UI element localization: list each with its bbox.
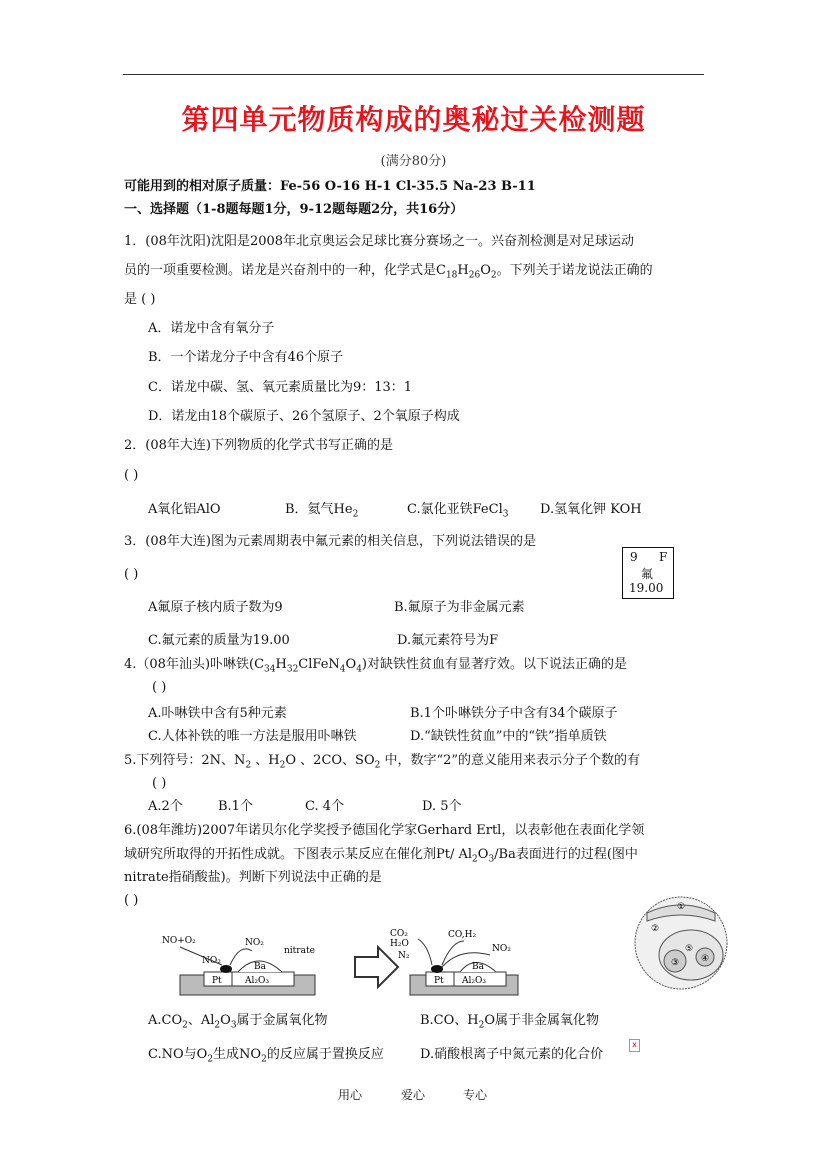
q3-option-b: B.氟原子为非金属元素 <box>394 600 525 615</box>
q6-option-b: B.CO、$H_2O$属于非金属氧化物 <box>420 1013 600 1031</box>
q3-line1: 3．(08年大连)图为元素周期表中氟元素的相关信息，下列说法错误的是 <box>124 534 536 549</box>
q5-paren: ( ) <box>152 776 167 791</box>
q1-line3: 是 ( ) <box>124 292 156 307</box>
q6-option-a: $A.CO_2$、$Al_2O_3$属于金属氧化物 <box>148 1013 328 1031</box>
q2-option-b: B．氦气$He_2$ <box>285 502 359 520</box>
q6-paren: ( ) <box>124 893 139 908</box>
left-al2o3-label: Al₂O₃ <box>245 976 269 986</box>
page-subtitle: (满分80分) <box>380 154 447 169</box>
circle-label-5: ⑤ <box>685 944 694 954</box>
reaction-diagram <box>160 925 520 1001</box>
circle-label-1: ① <box>677 902 686 912</box>
left-pt-particle <box>220 965 232 973</box>
left-no2-b: NO₂ <box>245 938 264 948</box>
q1-line2: 员的一项重要检测。诺龙是兴奋剂中的一种，化学式是$C_{18}H_{26}O_2$。下列关于诺龙说法正确的 <box>124 263 653 281</box>
q1-option-c: C．诺龙中碳、氢、氧元素质量比为9：13：1 <box>148 380 413 395</box>
q6-line2: 域研究所取得的开拓性成就。下图表示某反应在催化剂Pt/ $Al_2O_3/Ba$表面进行的过程(图中 <box>124 847 638 865</box>
q3-option-c: C.氟元素的质量为19.00 <box>148 633 290 648</box>
q6-line1: 6.(08年潍坊)2007年诺贝尔化学奖授予德国化学家Gerhard Ertl，以表彰他在表面化学领 <box>124 823 645 838</box>
q2-option-a: A氧化铝AlO <box>148 502 221 517</box>
footer-text-1: 用心 <box>338 1088 363 1102</box>
q6-option-d: D.硝酸根离子中氮元素的化合价 <box>420 1047 604 1062</box>
left-no-o2: NO+O₂ <box>162 936 196 946</box>
q4-option-b: B.1个卟啉铁分子中含有34个碳原子 <box>410 706 618 721</box>
circle-label-4: ④ <box>701 954 710 964</box>
right-co2: CO₂ <box>390 929 408 939</box>
left-nitrate: nitrate <box>284 946 315 956</box>
left-ba-label: Ba <box>254 962 266 972</box>
q5-option-a: A.2个 <box>148 799 183 814</box>
q5-line1: 5.下列符号：2N、$N_2$ 、$H_2O$ 、2CO、$SO_2$ 中，数字“2”的意义能用来表示分子个数的有 <box>124 753 641 771</box>
q1-line1: 1．(08年沈阳)沈阳是2008年北京奥运会足球比赛分赛场之一。兴奋剂检测是对足球运动 <box>124 234 635 249</box>
q2-line1: 2．(08年大连)下列物质的化学式书写正确的是 <box>124 438 393 453</box>
q6-option-c: C.NO与$O_2$生成$NO_2$的反应属于置换反应 <box>148 1047 384 1065</box>
q4-option-d: D.“缺铁性贫血”中的“铁”指单质铁 <box>410 729 607 744</box>
right-pt-particle <box>431 965 443 973</box>
broken-image-icon: x <box>629 1039 640 1052</box>
q4-option-c: C.人体补铁的唯一方法是服用卟啉铁 <box>148 729 357 744</box>
element-name: 氟 <box>641 567 654 581</box>
right-arrow-1 <box>418 939 432 965</box>
element-symbol: F <box>659 550 668 564</box>
q1-option-b: B．一个诺龙分子中含有46个原子 <box>148 350 344 365</box>
q2-option-c: C.氯化亚铁FeCl$_3$ <box>407 502 509 520</box>
right-no2: NO₂ <box>492 944 511 954</box>
footer-text-2: 爱心 <box>401 1088 426 1102</box>
right-coh2: CO,H₂ <box>448 930 477 940</box>
q3-option-d: D.氟元素符号为F <box>397 633 499 648</box>
page-title: 第四单元物质构成的奥秘过关检测题 <box>181 103 646 136</box>
top-rule <box>123 74 704 75</box>
q1-option-a: A．诺龙中含有氧分子 <box>148 321 275 336</box>
element-mass: 19.00 <box>629 581 664 595</box>
q2-option-d: D.氢氧化钾 KOH <box>540 502 642 517</box>
q1-option-d: D．诺龙由18个碳原子、26个氢原子、2个氧原子构成 <box>148 409 460 424</box>
cell-diagram <box>633 895 729 991</box>
right-pt-label: Pt <box>434 976 444 986</box>
right-h2o: H₂O <box>390 939 409 949</box>
q5-option-b: B.1个 <box>218 799 253 814</box>
q5-option-c: C. 4个 <box>305 799 345 814</box>
circle-label-3: ③ <box>671 958 680 968</box>
q5-option-d: D. 5个 <box>422 799 462 814</box>
left-pt-label: Pt <box>212 976 222 986</box>
atomic-mass-line: 可能用到的相对原子质量：Fe-56 O-16 H-1 Cl-35.5 Na-23 B-11 <box>124 179 536 194</box>
element-number: 9 <box>630 550 638 564</box>
right-ba-label: Ba <box>472 962 484 972</box>
q3-paren: ( ) <box>124 567 139 582</box>
left-arrow-2 <box>230 949 252 965</box>
q4-option-a: A.卟啉铁中含有5种元素 <box>148 706 287 721</box>
q6-line3: nitrate指硝酸盐)。判断下列说法中正确的是 <box>124 870 382 885</box>
element-card <box>622 547 674 599</box>
right-al2o3-label: Al₂O₃ <box>462 976 486 986</box>
q3-option-a: A氟原子核内质子数为9 <box>148 600 283 615</box>
circle-label-2: ② <box>651 924 660 934</box>
q2-paren: ( ) <box>124 468 139 483</box>
right-n2: N₂ <box>398 951 410 961</box>
q4-line1: 4.（08年汕头)卟啉铁$(C_{34}H_{32}ClFeN_4O_4)$对缺铁性贫血有显著疗效。以下说法正确的是 <box>124 657 627 675</box>
process-arrow <box>355 947 398 987</box>
section-heading: 一、选择题（1-8题每题1分，9-12题每题2分，共16分） <box>124 202 464 217</box>
left-no2-a: NO₂ <box>202 956 221 966</box>
q4-paren: ( ) <box>152 680 167 695</box>
footer-text-3: 专心 <box>463 1088 488 1102</box>
right-arrow-2 <box>442 941 464 965</box>
